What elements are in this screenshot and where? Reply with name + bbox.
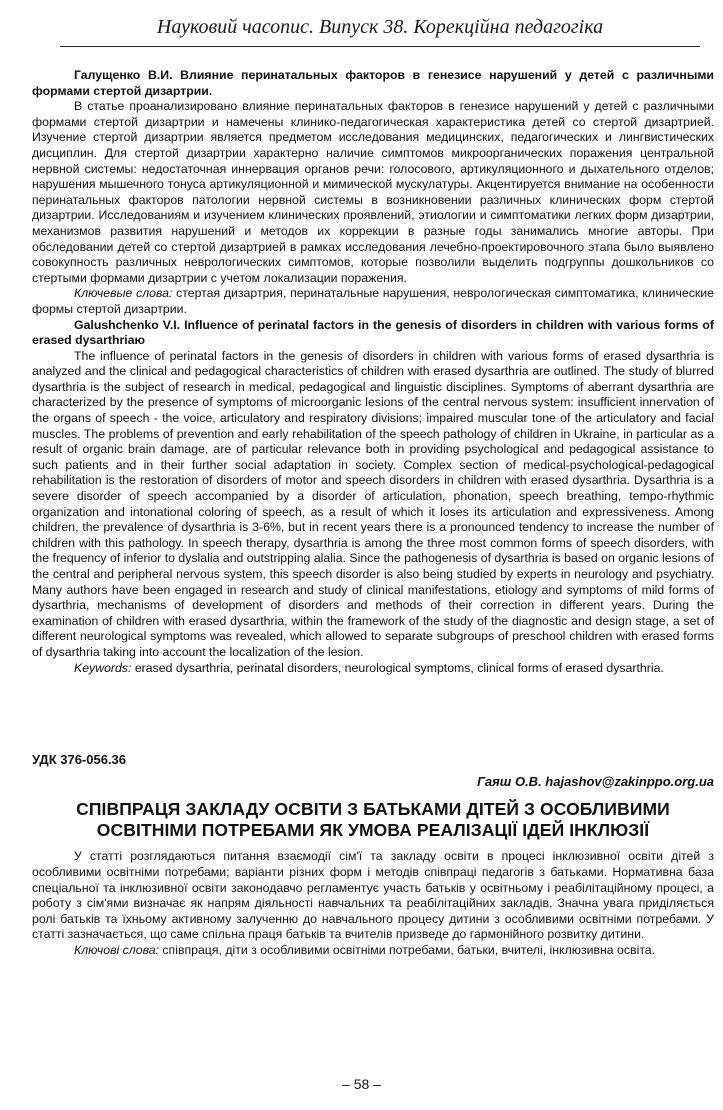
abstract-en-heading: Galushchenko V.I. Influence of perinatal factors in the genesis of disorders in children with various forms of erased dysarthriaю bbox=[32, 317, 714, 348]
author-line: Гаяш О.В. hajashov@zakinppo.org.ua bbox=[477, 773, 714, 789]
keywords-label: Keywords: bbox=[74, 660, 132, 675]
keywords-text: стертая дизартрия, перинатальные нарушения, неврологическая симптоматика, клинические формы стертой дизартрии. bbox=[32, 286, 714, 316]
page-number: – 58 – bbox=[342, 1076, 381, 1092]
abstract-russian bbox=[32, 68, 714, 318]
article-title-line: СПІВПРАЦЯ ЗАКЛАДУ ОСВІТИ З БАТЬКАМИ ДІТЕЙ З ОСОБЛИВИМИ bbox=[76, 799, 670, 820]
keywords-label: Ключевые слова: bbox=[74, 286, 173, 301]
keywords-label: Ключові слова: bbox=[74, 942, 159, 957]
article-keywords-paragraph bbox=[32, 943, 714, 959]
article-start bbox=[32, 752, 714, 958]
page-content bbox=[32, 68, 714, 959]
keywords-text: erased dysarthria, perinatal disorders, neurological symptoms, clinical forms of erased dysarthria. bbox=[131, 660, 664, 675]
article-title bbox=[72, 799, 674, 841]
abstract-en-body: The influence of perinatal factors in the genesis of disorders in children with various forms of erased dysarthria is analyzed and the clinical and pedagogical characteristics of children with erased dysarthria are outlined. The study of blurred dysarthria is the subject of research in medical, pedagogical and linguistic disciplines. Symptoms of aberrant dysarthria are characterized by the presence of symptoms of microorganic lesions of the central nervous system: insufficient innervation of the organs of speech - the voice, articulatory and respiratory divisions; impaired muscular tone of the articulatory and facial muscles. The problems of prevention and early rehabilitation of the speech pathology of children in Ukraine, in particular as a result of organic brain damage, are of particular relevance both in providing psychological and pedagogical assistance to such patients and in their further social adaptation in society. Complex section of medical-psychological-pedagogical rehabilitation is the restoration of disorders of motor and speech disorders in children with erased dysarthria. Dysarthria is a severe disorder of speech accompanied by a disorder of articulation, phonation, speech breathing, tempo-rhythmic organization and intonational coloring of speech, as a result of which it loses its articulation and expressiveness. Among children, the prevalence of dysarthria is 3-6%, but in recent years there is a pronounced tendency to increase the number of children with this pathology. In speech therapy, dysarthria is among the three most common forms of speech disorders, with the frequency of inferior to dyslalia and outstripping alalia. Since the pathogenesis of dysarthria is based on organic lesions of the central and peripheral nervous system, this speech disorder is also being studied by experts in neurology and psychiatry. Many authors have been engaged in research and study of clinical manifestations, etiology and symptoms of mild forms of dysarthria, mechanisms of development of disorders and methods of their correction in different years. During the examination of children with erased dysarthria, within the framework of the study of the diagnostic and design stage, a set of different neurological symptoms was revealed, which allowed to separate subgroups of preschool children with erased forms of dysarthria taking into account the localization of the lesion. bbox=[32, 348, 714, 659]
journal-header: Науковий часопис. Випуск 38. Корекційна педагогіка bbox=[156, 16, 604, 38]
abstract-english bbox=[32, 318, 714, 677]
udc-code: УДК 376-056.36 bbox=[32, 752, 127, 768]
abstract-en-keywords-paragraph bbox=[32, 661, 714, 677]
abstract-ru-keywords-paragraph bbox=[32, 286, 714, 317]
abstract-ru-body: В статье проанализировано влияние перинатальных факторов в генезисе нарушений у детей с различными формами стертой дизартрии и намечены клинико-педагогическая характеристика детей со стертой дизартрией. Изучение стертой дизартрии является предметом исследования медицинских, педагогических и лингвистических дисциплин. Для стертой дизартрии характерно наличие симптомов микроорганических поражения центральной нервной системы: недостаточная иннервация органов речи: голосового, артикуляционного и дыхательного отделов; нарушения мышечного тонуса артикуляционной и мимической мускулатуры. Акцентируется внимание на особенности перинатальных факторов патологии нервной системы в возникновении различных клинических форм стертой дизартрии. Исследованиям и изучением клинических проявлений, этиологии и симптоматики легких форм дизартрии, механизмов развития нарушений и методов их коррекции в разные годы занимались многие авторы. При обследовании детей со стертой дизартрией в рамках исследования лечебно-проектировочного этапа было выявлено совокупность различных неврологических симптомов, которые позволили выделить подгруппы дошкольников со стертыми формами дизартрии с учетом локализации поражения. bbox=[32, 99, 714, 285]
article-abstract: У статті розглядаються питання взаємодії сім'ї та закладу освіти в процесі інклюзивної освіти дітей з особливими освітніми потребами; варіанти різних форм і методів співпраці педагогів з батьками. Нормативна база спеціальної та інклюзивної освіти законодавчо регламентує участь батьків у освітньому і реабілітаційному процесі, а роботу з сім'ями визначає як напрям діяльності навчальних та реабілітаційних закладів. Значна увага приділяється ролі батьків та їхньому активному залученню до навчального процесу дитини з особливими освітніми потребами. У статті зазначається, що саме спільна праця батьків та вчителів призведе до гармонійного розвитку дитини. bbox=[32, 849, 714, 942]
header-rule bbox=[60, 46, 700, 47]
abstract-ru-heading: Галущенко В.И. Влияние перинатальных факторов в генезисе нарушений у детей с различными формами стертой дизартрии. bbox=[32, 68, 714, 98]
keywords-text: співпраця, діти з особливими освітніми потребами, батьки, вчителі, інклюзивна освіта. bbox=[158, 942, 656, 957]
article-title-line: ОСВІТНІМИ ПОТРЕБАМИ ЯК УМОВА РЕАЛІЗАЦІЇ ІДЕЙ ІНКЛЮЗІЇ bbox=[96, 820, 650, 841]
